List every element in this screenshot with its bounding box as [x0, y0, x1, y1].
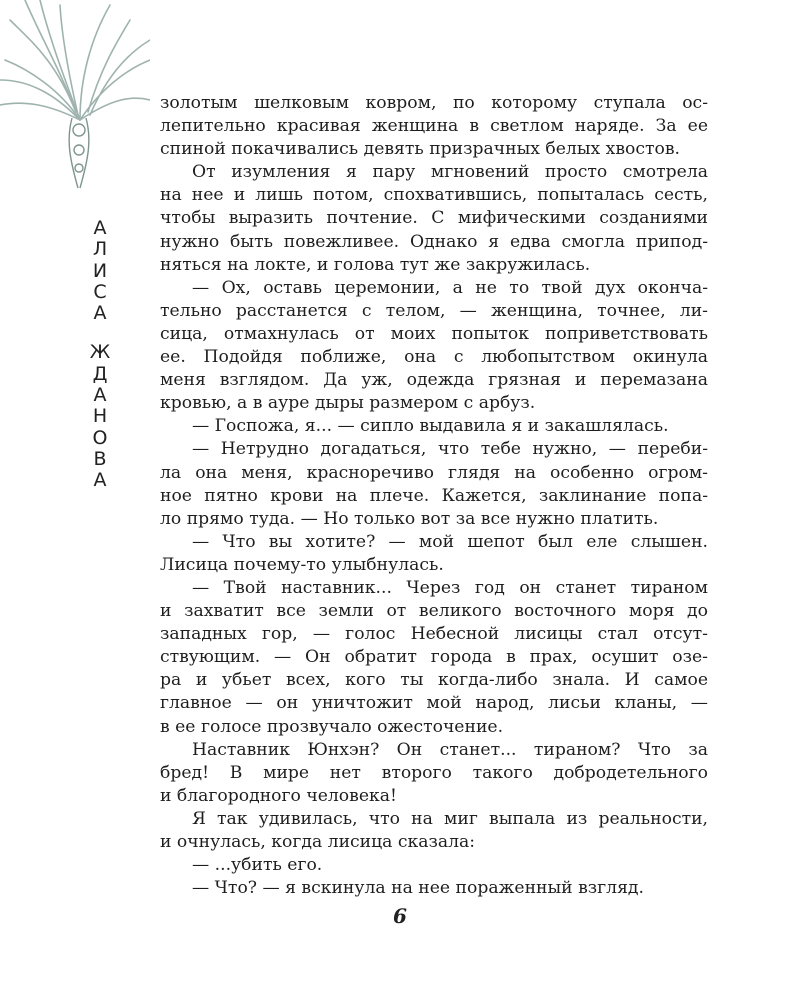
text-line: бред! В мире нет второго такого добродетельного: [160, 762, 708, 783]
text-line: лепительно красивая женщина в светлом наряде. За ее: [160, 116, 708, 137]
text-line: золотым шелковым ковром, по которому ступала ос-: [160, 93, 708, 113]
text-line: — Что? — я вскинула на нее пораженный взгляд.: [192, 878, 644, 899]
text-line: тельно расстанется с телом, — женщина, точнее, ли-: [160, 300, 708, 321]
text-line: Наставник Юнхэн? Он станет... тираном? Что за: [192, 739, 708, 760]
book-page-text: [160, 92, 708, 900]
author-letter: И: [92, 259, 108, 282]
page-number: 6: [393, 904, 407, 928]
text-line: ла она меня, красноречиво глядя на особенно огром-: [160, 462, 708, 483]
text-line: Я так удивилась, что на миг выпала из реальности,: [192, 808, 708, 829]
author-letter: А: [93, 384, 107, 407]
text-line: Лисица почему-то улыбнулась.: [160, 554, 444, 575]
text-line: и захватит все земли от великого восточного моря до: [160, 601, 708, 622]
text-line: нужно быть повежливее. Однако я едва смогла припод-: [160, 231, 708, 252]
text-line: кровью, а в ауре дыры размером с арбуз.: [160, 393, 536, 414]
author-letter: А: [93, 302, 107, 325]
text-line: ное пятно крови на плече. Кажется, заклинание попа-: [160, 485, 708, 506]
text-line: спиной покачивались девять призрачных белых хвостов.: [160, 139, 681, 160]
text-line: ее. Подойдя поближе, она с любопытством окинула: [160, 347, 708, 368]
author-letter: О: [92, 426, 108, 449]
text-line: — Госпожа, я... — сипло выдавила я и закашлялась.: [192, 416, 669, 437]
text-line: ра и убьет всех, кого ты когда-либо знала. И самое: [160, 670, 708, 691]
author-letter: Ж: [89, 341, 111, 364]
text-line: ствующим. — Он обратит города в прах, осушит озе-: [160, 647, 708, 668]
author-letter: Л: [92, 238, 108, 261]
text-line: и благородного человека!: [160, 785, 397, 806]
text-line: в ее голосе прозвучало ожесточение.: [160, 716, 504, 737]
text-line: западных гор, — голос Небесной лисицы стал отсут-: [160, 624, 708, 645]
text-line: — Что вы хотите? — мой шепот был еле слышен.: [192, 531, 708, 552]
text-line: меня взглядом. Да уж, одежда грязная и перемазана: [160, 370, 708, 391]
author-letter: А: [93, 217, 107, 239]
text-line: — Нетрудно догадаться, что тебе нужно, — переби-: [192, 439, 708, 460]
text-line: и очнулась, когда лисица сказала:: [160, 832, 476, 852]
author-letter: Д: [92, 362, 108, 385]
author-letter: А: [93, 469, 107, 492]
text-line: няться на локте, и голова тут же закружилась.: [160, 254, 591, 275]
text-line: на нее и лишь потом, спохватившись, попыталась сесть,: [160, 185, 708, 206]
author-letter: В: [93, 447, 107, 470]
text-line: — ...убить его.: [192, 855, 323, 876]
flower-ornament-illustration: [0, 0, 150, 190]
text-line: главное — он уничтожит мой народ, лисьи кланы, —: [160, 693, 708, 714]
author-letter: Н: [92, 405, 108, 428]
text-line: ло прямо туда. — Но только вот за все нужно платить.: [160, 508, 659, 529]
author-letter: С: [93, 280, 107, 303]
text-line: — Твой наставник... Через год он станет тираном: [192, 577, 708, 598]
text-line: чтобы выразить почтение. С мифическими созданиями: [160, 208, 708, 229]
text-line: сица, отмахнулась от моих попыток поприветствовать: [160, 323, 708, 344]
text-line: От изумления я пару мгновений просто смотрела: [192, 162, 708, 183]
author-name-vertical: [86, 218, 114, 492]
text-line: — Ох, оставь церемонии, а не то твой дух оконча-: [192, 277, 708, 298]
